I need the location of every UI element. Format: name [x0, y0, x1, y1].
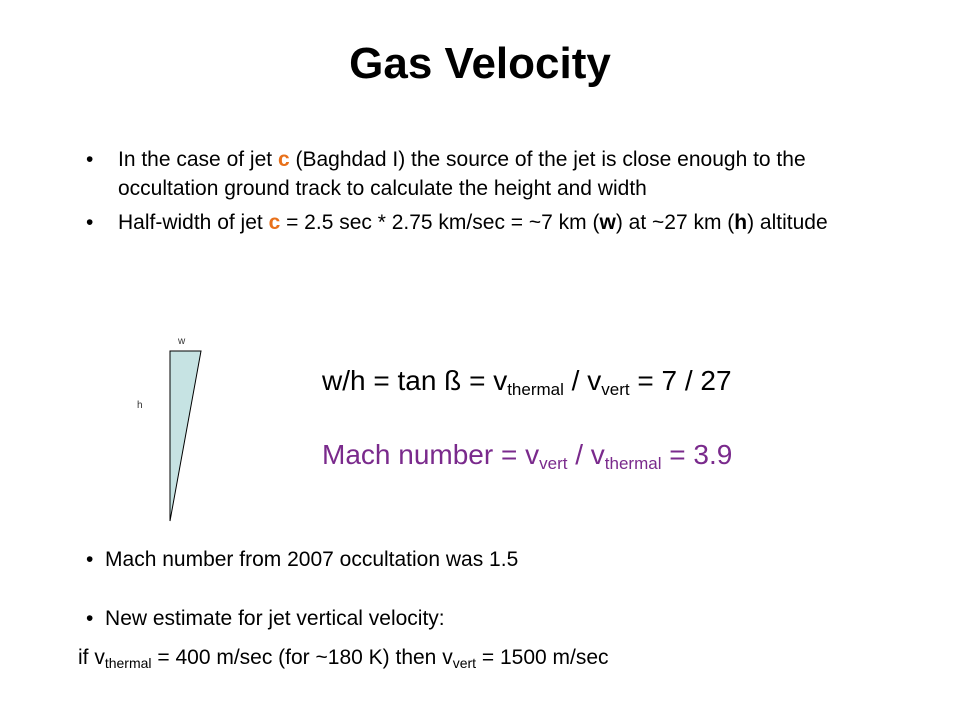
velocity-estimate-line [78, 643, 609, 672]
bullet-text: (Baghdad I) the source of the jet is close enough to the occultation ground track to calculate the height and width [118, 148, 806, 200]
jet-label-c: c [277, 148, 290, 171]
bullet-half-width [86, 208, 876, 237]
eq-subscript: vert [539, 454, 568, 473]
bullet-text: Half-width of jet [118, 211, 269, 234]
new-estimate-line [86, 604, 445, 633]
slide-title: Gas Velocity [349, 39, 611, 88]
eq-subscript: vert [601, 380, 630, 399]
bullet-jet-source [86, 145, 876, 203]
diagram-w-label: w [178, 336, 186, 347]
bullet-text: = 2.5 sec * 2.75 km/sec = ~7 km ( [280, 211, 600, 234]
jet-label-c: c [268, 211, 281, 234]
jet-triangle-diagram [150, 340, 220, 530]
eq-text: / v [563, 365, 602, 396]
eq-text: = 7 / 27 [629, 365, 732, 396]
estimate-subscript: thermal [104, 655, 152, 671]
bullet-marker: • [86, 148, 94, 171]
bullet-text: ) at ~27 km ( [615, 211, 735, 234]
bullet-text: In the case of jet [118, 148, 278, 171]
eq-text: w/h = tan ß = v [322, 365, 508, 396]
eq-text: / v [567, 439, 605, 470]
new-estimate-text: New estimate for jet vertical velocity: [105, 607, 445, 630]
height-symbol: h [734, 211, 748, 234]
bullet-text: ) altitude [747, 211, 828, 234]
mach-2007-line [86, 545, 518, 574]
estimate-text: if v [78, 646, 105, 669]
estimate-subscript: vert [452, 655, 477, 671]
diagram-h-label: h [137, 400, 143, 411]
estimate-text: = 400 m/sec (for ~180 K) then v [151, 646, 453, 669]
eq-subscript: thermal [507, 380, 564, 399]
bullet-marker: • [86, 211, 94, 234]
mach-2007-text: Mach number from 2007 occultation was 1.5 [105, 548, 519, 571]
eq-text: = 3.9 [661, 439, 733, 470]
jet-triangle [170, 351, 201, 521]
bullet-list [86, 145, 876, 242]
bullet-marker: • [86, 607, 94, 630]
width-symbol: w [599, 211, 616, 234]
equation-tan-beta [322, 364, 732, 398]
equation-mach-number [322, 438, 732, 472]
bullet-marker: • [86, 548, 94, 571]
eq-subscript: thermal [604, 454, 662, 473]
estimate-text: = 1500 m/sec [476, 646, 609, 669]
eq-text: Mach number = v [322, 439, 540, 470]
